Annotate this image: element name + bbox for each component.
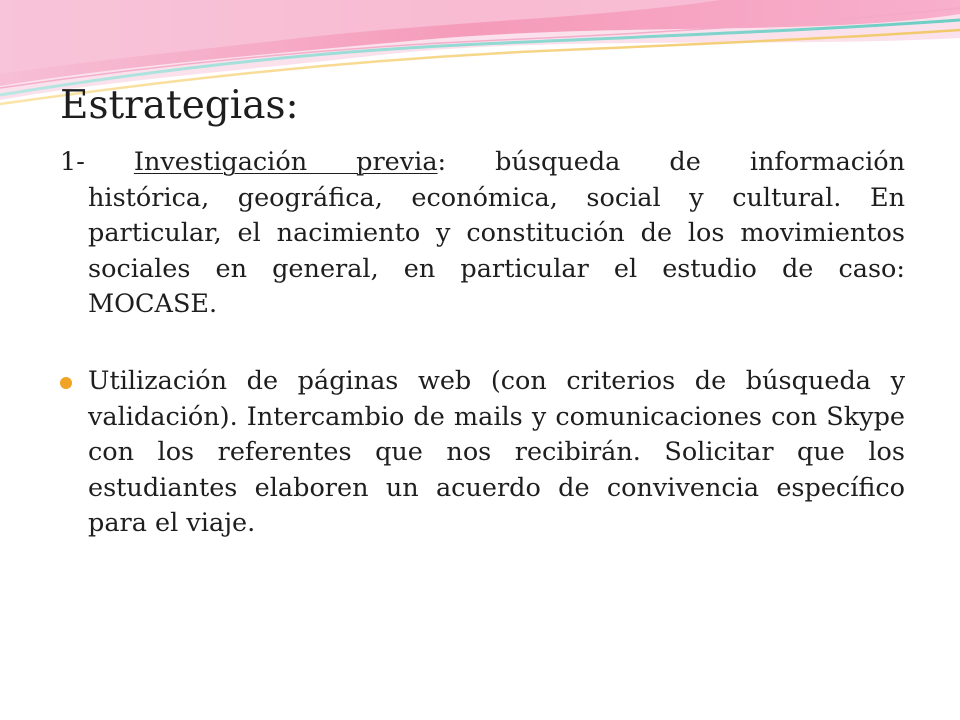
item-1-first-line-rest: : búsqueda de información bbox=[437, 147, 905, 177]
item-1-heading: Investigación previa bbox=[133, 147, 438, 177]
numbered-item-1 bbox=[60, 145, 905, 323]
slide-title: Estrategias: bbox=[60, 83, 299, 128]
bullet-item-1 bbox=[60, 364, 905, 542]
item-1-continuation: histórica, geográfica, económica, social y cultural. En particular, el nacimiento y constitución de los movimientos sociales en general, en particular el estudio de caso: MOCASE. bbox=[88, 182, 905, 319]
bullet-item-1-text: Utilización de páginas web (con criterios de búsqueda y validación). Intercambio de mails y comunicaciones con Skype con los referentes que nos recibirán. Solicitar que los estudiantes elaboren un acuerdo de convivencia específico para el viaje. bbox=[88, 366, 905, 538]
item-1-number: 1- bbox=[60, 147, 85, 177]
bullet-dot-icon bbox=[60, 377, 72, 389]
item-1-first-line bbox=[60, 145, 905, 181]
